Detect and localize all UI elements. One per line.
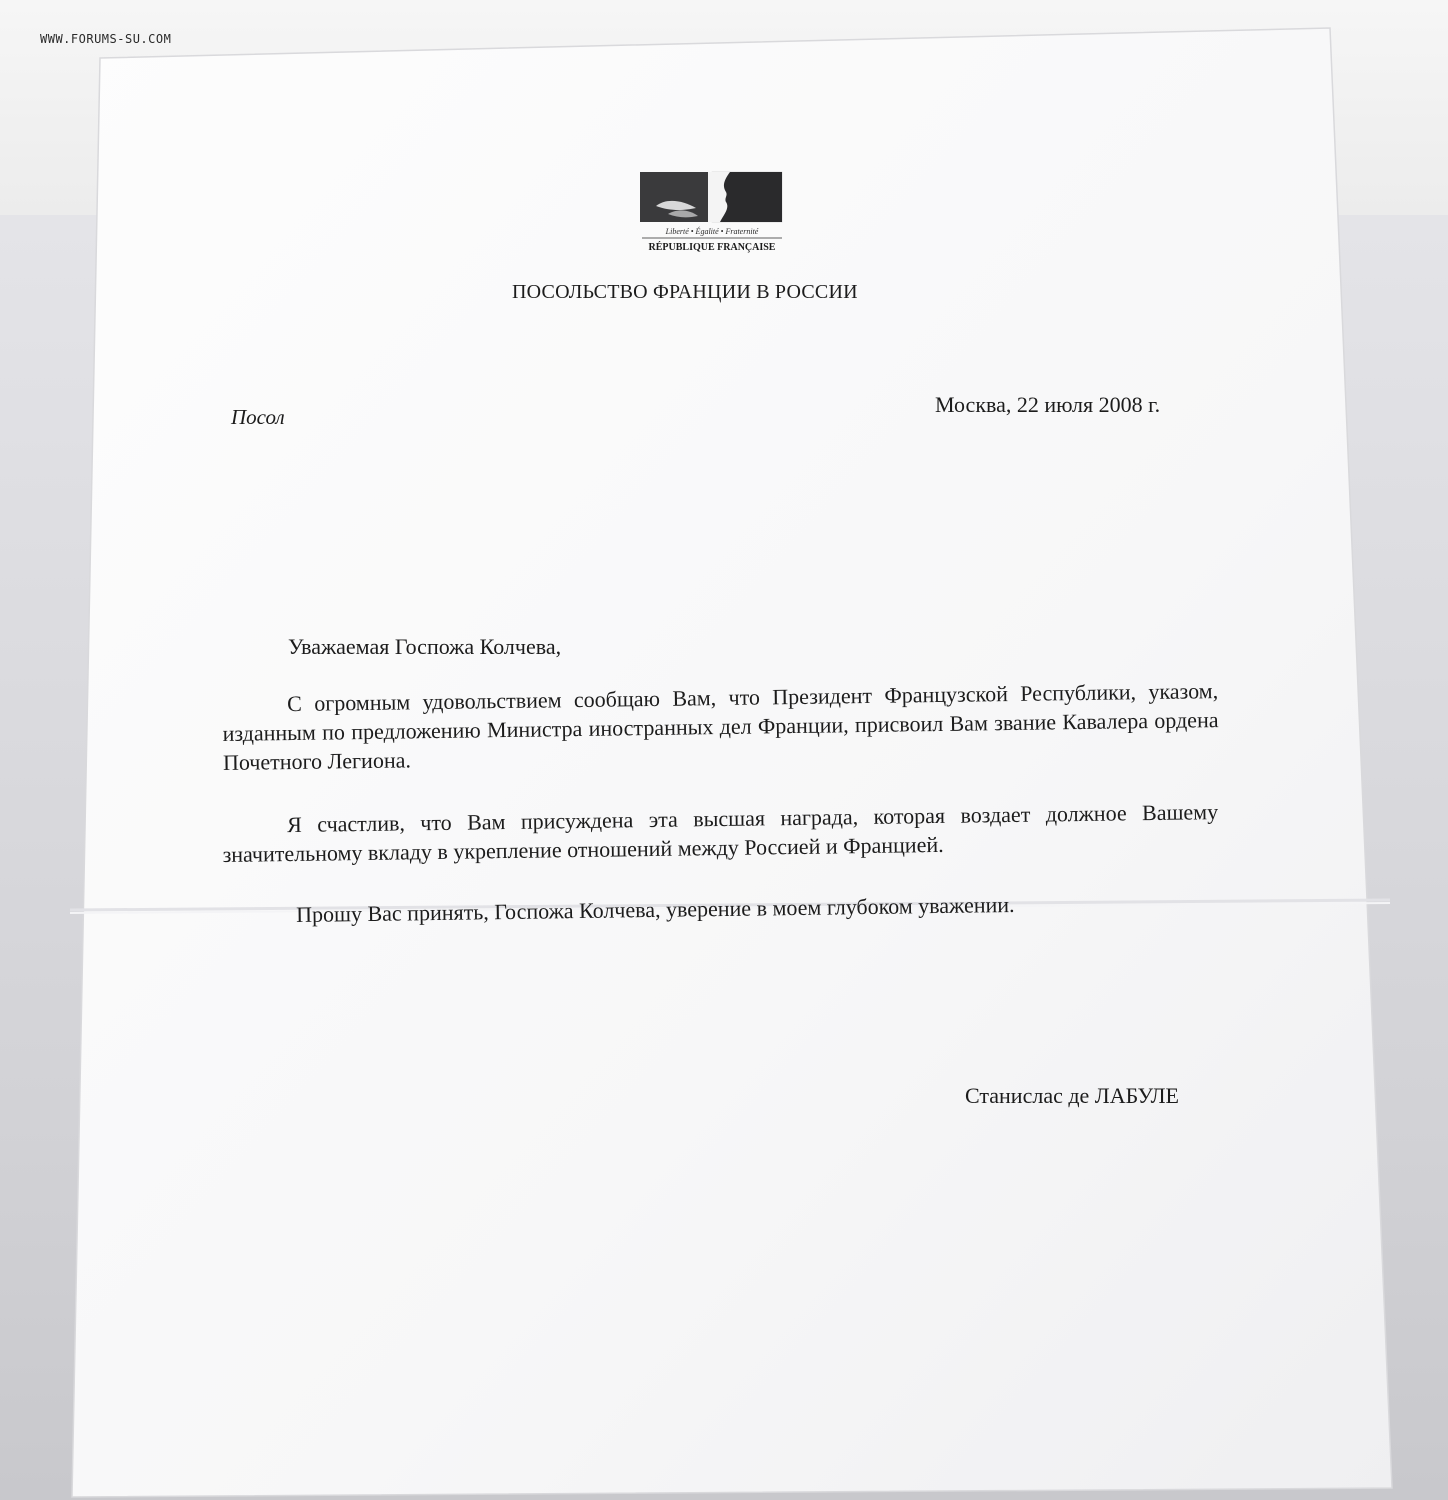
- republique-francaise-logo: [638, 170, 786, 256]
- embassy-heading: ПОСОЛЬСТВО ФРАНЦИИ В РОССИИ: [512, 281, 858, 303]
- closing-line: Прошу Вас принять, Госпожа Колчева, уверение в моем глубоком уважении.: [296, 891, 1015, 927]
- signatory-name: Станислас де ЛАБУЛЕ: [965, 1083, 1179, 1108]
- body-paragraph: Я счастлив, что Вам присуждена эта высшая награда, которая воздает должное Вашему значительному вкладу в укрепление отношений между Россией и Францией.: [222, 799, 1219, 867]
- watermark-text: WWW.FORUMS-SU.COM: [40, 32, 172, 46]
- body-paragraph: С огромным удовольствием сообщаю Вам, что Президент Французской Республики, указом, изданным по предложению Министра иностранных дел Франции, присвоил Вам звание Кавалера ордена Почетного Легиона.: [222, 678, 1219, 775]
- logo-motto: Liberté • Égalité • Fraternité: [665, 227, 759, 236]
- sender-title: Посол: [231, 405, 285, 429]
- logo-name: RÉPUBLIQUE FRANÇAISE: [648, 242, 776, 253]
- place-date: Москва, 22 июля 2008 г.: [935, 392, 1161, 417]
- salutation: Уважаемая Госпожа Колчева,: [288, 634, 562, 659]
